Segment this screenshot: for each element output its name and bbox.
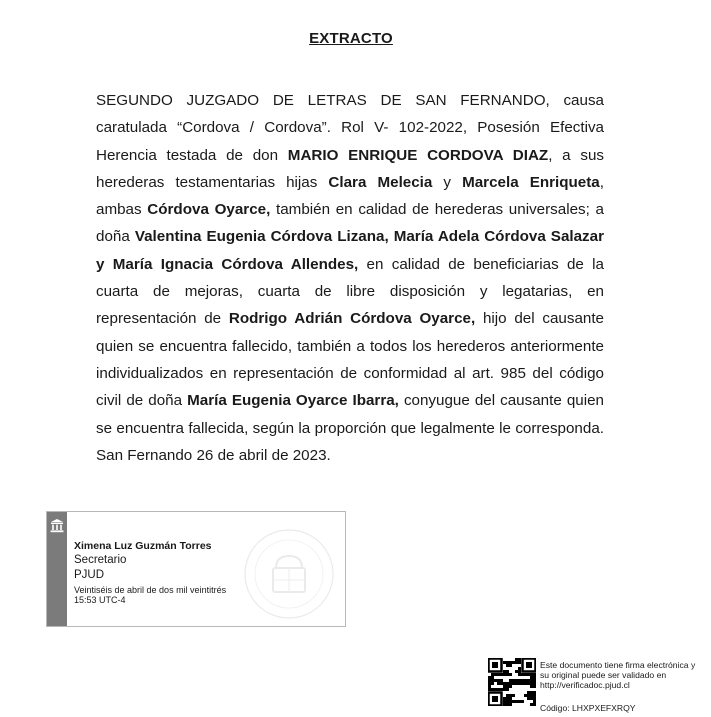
- bold-name-segment: Córdova Oyarce,: [147, 201, 271, 219]
- signature-time: 15:53 UTC-4: [74, 595, 126, 605]
- bold-name-segment: Valentina Eugenia Córdova Lizana, María Adela Córdova Salazar y María Ignacia Córdova Allendes,: [96, 228, 605, 273]
- signer-name: Ximena Luz Guzmán Torres: [74, 540, 212, 552]
- text-segment: en calidad de beneficiarias de la cuarta de mejoras, cuarta de libre disposición y legatarias, en representación de: [96, 255, 604, 328]
- qr-code-icon: [488, 658, 536, 706]
- bold-name-segment: Clara Melecia: [328, 173, 433, 191]
- text-segment: hijo del causante quien se encuentra fallecido, también a todos los herederos anteriormente individualizados en representación de conformidad al art. 985 del código civil de doña: [96, 310, 604, 410]
- text-segment: también en calidad de herederas universales; a doña: [96, 201, 604, 246]
- bold-name-segment: Marcela Enriqueta: [462, 173, 600, 191]
- bold-name-segment: MARIO ENRIQUE CORDOVA DIAZ: [287, 146, 549, 164]
- verification-notice: [540, 660, 700, 713]
- court-seal-icon: [243, 528, 335, 620]
- document-title: EXTRACTO: [309, 30, 393, 47]
- signer-org: PJUD: [74, 569, 105, 581]
- signer-role: Secretario: [74, 554, 127, 566]
- text-segment: conyugue del causante quien se encuentra fallecida, según la proporción que legalmente le corresponda. San Fernando 26 de abril de 2023.: [96, 392, 604, 464]
- verification-text: Este documento tiene firma electrónica y su original puede ser validado en http://verificadoc.pjud.cl: [540, 660, 696, 691]
- verification-code: Código: LHXPXEFXRQY: [540, 702, 636, 713]
- courthouse-icon: [50, 518, 64, 533]
- text-segment: , a sus herederas testamentarias hijas: [96, 146, 604, 191]
- bold-name-segment: María Eugenia Oyarce Ibarra,: [187, 392, 399, 410]
- text-segment: SEGUNDO JUZGADO DE LETRAS DE SAN FERNANDO, causa caratulada “Cordova / Cordova”. Rol V- 102-2022, Posesión Efectiva Herencia testada de don: [96, 92, 604, 164]
- text-segment: y: [432, 173, 463, 191]
- text-segment: , ambas: [96, 173, 604, 219]
- signature-box: [46, 511, 346, 627]
- bold-name-segment: Rodrigo Adrián Córdova Oyarce,: [228, 310, 476, 328]
- signature-sidebar: [47, 512, 67, 626]
- extract-body: [96, 87, 604, 469]
- signature-date: Veintiséis de abril de dos mil veintitrés: [74, 585, 227, 595]
